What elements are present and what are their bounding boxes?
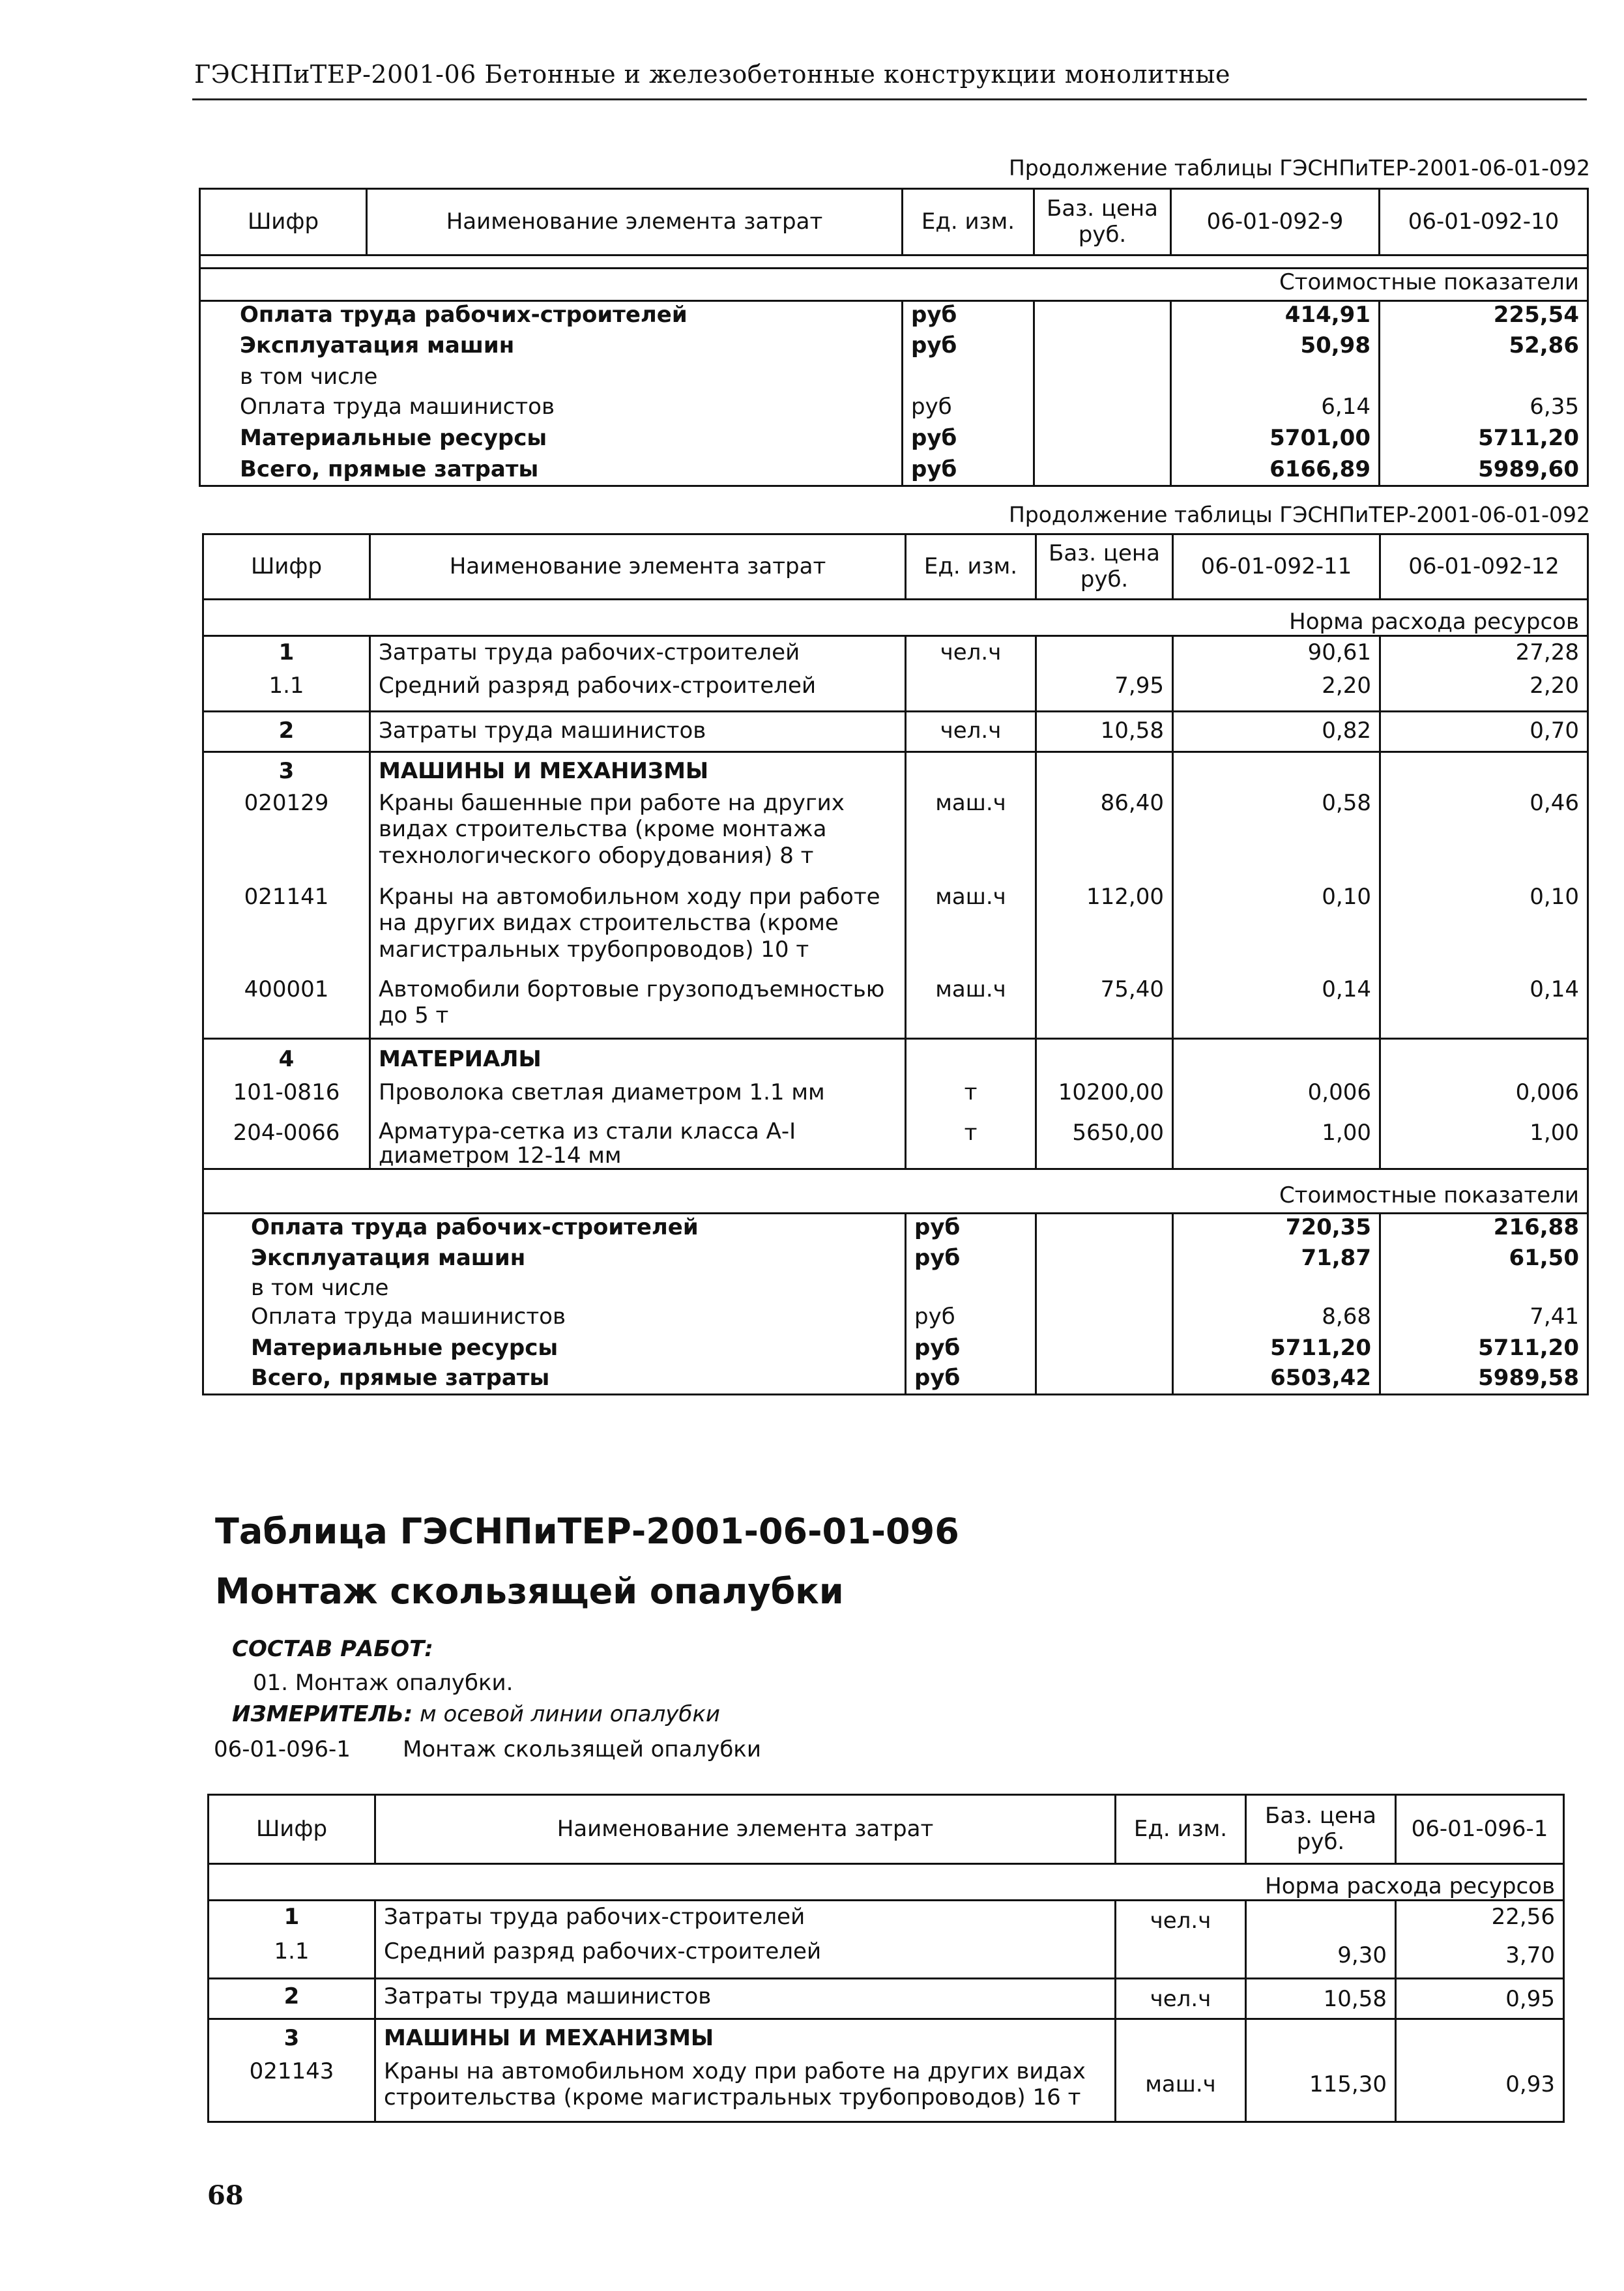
- table-row: Эксплуатация машин руб 71,87 61,50: [203, 1245, 1588, 1275]
- table-row: 3 МАШИНЫ И МЕХАНИЗМЫ: [209, 2019, 1564, 2058]
- table-row: Оплата труда рабочих-строителей руб 720,35 216,88: [203, 1214, 1588, 1245]
- col-price-header: Баз. цена руб.: [1036, 534, 1173, 600]
- table2-cost-section-row: [203, 1182, 1588, 1214]
- table-row: 1 Затраты труда рабочих-строителей чел.ч 22,56: [209, 1901, 1564, 1938]
- col-code-header: Шифр: [209, 1795, 375, 1864]
- col-code-header: Шифр: [200, 189, 367, 255]
- table-row: 101-0816 Проволока светлая диаметром 1.1 мм т 10200,00 0,006 0,006: [203, 1079, 1588, 1120]
- table-title: Таблица ГЭСНПиТЕР-2001-06-01-096: [215, 1511, 959, 1552]
- page-number: 68: [207, 2180, 244, 2211]
- code-line-code: 06-01-096-1: [214, 1736, 351, 1762]
- table1-section-row: [200, 269, 1588, 301]
- table-row: Всего, прямые затраты руб 6503,42 5989,58: [203, 1365, 1588, 1395]
- section-label: Норма расхода ресурсов: [1173, 600, 1588, 636]
- work-item: 01. Монтаж опалубки.: [253, 1670, 514, 1696]
- col-unit-header: Ед. изм.: [906, 534, 1036, 600]
- table1-continuation: Продолжение таблицы ГЭСНПиТЕР-2001-06-01-092: [1008, 155, 1590, 181]
- col-unit-header: Ед. изм.: [903, 189, 1034, 255]
- table-row: 1 Затраты труда рабочих-строителей чел.ч 90,61 27,28: [203, 636, 1588, 673]
- table-row: 2 Затраты труда машинистов чел.ч 10,58 0,95: [209, 1979, 1564, 2019]
- col-price-header: Баз. цена руб.: [1246, 1795, 1396, 1864]
- col-a-header: 06-01-092-9: [1171, 189, 1380, 255]
- table-row: Материальные ресурсы руб 5701,00 5711,20: [200, 425, 1588, 456]
- table-row: Оплата труда машинистов руб 6,14 6,35: [200, 394, 1588, 425]
- table2-section-row: [203, 600, 1588, 636]
- col-name-header: Наименование элемента затрат: [375, 1795, 1116, 1864]
- work-label: СОСТАВ РАБОТ:: [232, 1636, 433, 1662]
- section-label: Стоимостные показатели: [1173, 1182, 1588, 1214]
- table2-header-row: [203, 534, 1588, 600]
- table-row: 021143 Краны на автомобильном ходу при работе на других видах строительства (кроме магистральных трубопроводов) 16 т маш.ч 115,30 0,93: [209, 2058, 1564, 2122]
- col-a-header: 06-01-092-11: [1173, 534, 1380, 600]
- col-price-header: Баз. цена руб.: [1034, 189, 1171, 255]
- meter-value: м осевой линии опалубки: [420, 1701, 721, 1727]
- table-row: 400001 Автомобили бортовые грузоподъемностью до 5 т маш.ч 75,40 0,14 0,14: [203, 976, 1588, 1039]
- table3: [207, 1794, 1565, 2123]
- page-header: ГЭСНПиТЕР-2001-06 Бетонные и железобетонные конструкции монолитные: [194, 60, 1231, 89]
- table-row: в том числе: [203, 1275, 1588, 1304]
- col-unit-header: Ед. изм.: [1116, 1795, 1246, 1864]
- table-row: 020129 Краны башенные при работе на других видах строительства (кроме монтажа технологического оборудования) 8 т маш.ч 86,40 0,58 0,46: [203, 790, 1588, 884]
- table3-header-row: [209, 1795, 1564, 1864]
- table-row: Эксплуатация машин руб 50,98 52,86: [200, 332, 1588, 364]
- table-row: 4 МАТЕРИАЛЫ: [203, 1039, 1588, 1079]
- table-row: 3 МАШИНЫ И МЕХАНИЗМЫ: [203, 752, 1588, 790]
- table-row: 021141 Краны на автомобильном ходу при работе на других видах строительства (кроме магистральных трубопроводов) 10 т маш.ч 112,00 0,10 0,10: [203, 884, 1588, 976]
- table-row: Оплата труда машинистов руб 8,68 7,41: [203, 1304, 1588, 1335]
- table-row: 204-0066 Арматура-сетка из стали класса А-I диаметром 12-14 мм т 5650,00 1,00 1,00: [203, 1120, 1588, 1169]
- table-row: Материальные ресурсы руб 5711,20 5711,20: [203, 1335, 1588, 1365]
- col-b-header: 06-01-092-10: [1380, 189, 1588, 255]
- meter-label: ИЗМЕРИТЕЛЬ:: [232, 1701, 413, 1727]
- table2-continuation: Продолжение таблицы ГЭСНПиТЕР-2001-06-01-092: [1008, 502, 1590, 527]
- table-subtitle: Монтаж скользящей опалубки: [215, 1571, 844, 1612]
- section-label: Стоимостные показатели: [1171, 269, 1588, 301]
- table-row: 1.1 Средний разряд рабочих-строителей 7,95 2,20 2,20: [203, 673, 1588, 712]
- col-b-header: 06-01-092-12: [1380, 534, 1588, 600]
- col-name-header: Наименование элемента затрат: [370, 534, 906, 600]
- meter-line: [232, 1701, 720, 1727]
- col-a-header: 06-01-096-1: [1396, 1795, 1564, 1864]
- table3-section-row: [209, 1864, 1564, 1901]
- table2: [202, 533, 1589, 1395]
- table-row: Всего, прямые затраты руб 6166,89 5989,60: [200, 456, 1588, 486]
- col-code-header: Шифр: [203, 534, 370, 600]
- header-rule: [192, 98, 1587, 100]
- table-row: 1.1 Средний разряд рабочих-строителей 9,30 3,70: [209, 1938, 1564, 1979]
- section-label: Норма расхода ресурсов: [1246, 1864, 1564, 1901]
- table-row: в том числе: [200, 364, 1588, 394]
- table-row: Оплата труда рабочих-строителей руб 414,91 225,54: [200, 301, 1588, 332]
- table-row: 2 Затраты труда машинистов чел.ч 10,58 0,82 0,70: [203, 712, 1588, 752]
- table1-header-row: [200, 189, 1588, 255]
- col-name-header: Наименование элемента затрат: [367, 189, 903, 255]
- code-line-name: Монтаж скользящей опалубки: [403, 1736, 761, 1762]
- table1: [199, 188, 1589, 487]
